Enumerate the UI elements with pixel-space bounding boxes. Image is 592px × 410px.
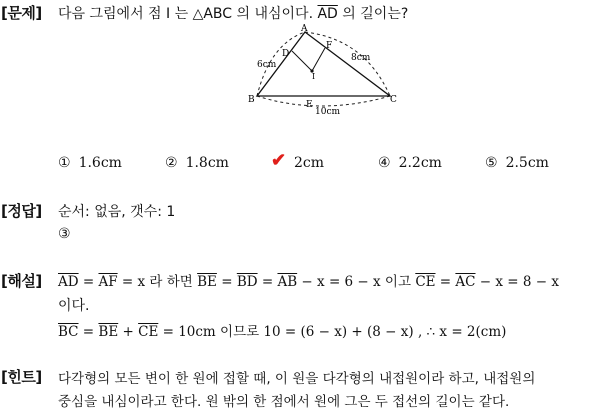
solution-line-2: 이다. bbox=[58, 298, 90, 314]
point-d: D bbox=[282, 49, 290, 59]
answer-label: [정답] bbox=[1, 202, 42, 220]
vertex-a: A bbox=[301, 24, 308, 34]
choice-1[interactable]: ① 1.6cm bbox=[58, 155, 122, 171]
hint-label: [힌트] bbox=[1, 368, 42, 386]
question-label: [문제] bbox=[1, 4, 42, 22]
triangle-figure bbox=[245, 24, 405, 120]
answer-value: ③ bbox=[58, 226, 71, 242]
label-ac: 8cm bbox=[351, 53, 371, 63]
vertex-b: B bbox=[248, 95, 255, 105]
solution-line-3: $\overline{BC} = \overline{BE} + \overline{CE} = 10cm$ 이므로 10 = (6 − x) + (8 − x) , ∴ x = 2(cm) bbox=[58, 324, 507, 340]
checkmark-icon: ✔ bbox=[271, 150, 287, 171]
solution-line-1: $\overline{AD} = \overline{AF} = x$ 라 하면 $\overline{BE} = \overline{BD} = \overline{AB} - x = 6 - x$ 이고 $\overline{CE} = \overline{AC} - x = 8 - x$ bbox=[58, 274, 559, 290]
point-i: I bbox=[312, 72, 316, 81]
ad-overline: $\overline{AD}$ bbox=[317, 6, 338, 22]
segment-if bbox=[312, 48, 325, 71]
segment-di bbox=[292, 51, 312, 71]
choice-2[interactable]: ② 1.8cm bbox=[165, 155, 229, 171]
solution-label: [해설] bbox=[1, 272, 42, 290]
answer-count: 순서: 없음, 갯수: 1 bbox=[58, 204, 176, 220]
hint-line-1: 다각형의 모든 변이 한 원에 접할 때, 이 원을 다각형의 내접원이라 하고, 내접원의 bbox=[58, 371, 536, 387]
point-e: E bbox=[306, 100, 313, 110]
arc-bc bbox=[257, 96, 390, 106]
vertex-c: C bbox=[390, 95, 397, 105]
choice-3[interactable]: 2cm bbox=[294, 155, 325, 171]
label-bc: 10cm bbox=[315, 107, 341, 117]
question-text: 다음 그림에서 점 I 는 △ABC 의 내심이다. $\overline{AD}$ 의 길이는? bbox=[58, 6, 409, 22]
choice-5[interactable]: ⑤ 2.5cm bbox=[485, 155, 549, 171]
label-ab: 6cm bbox=[257, 60, 277, 70]
point-f: F bbox=[326, 41, 333, 51]
hint-line-2: 중심을 내심이라고 한다. 원 밖의 한 점에서 원에 그은 두 접선의 길이는 같다. bbox=[58, 394, 510, 410]
choice-4[interactable]: ④ 2.2cm bbox=[378, 155, 442, 171]
